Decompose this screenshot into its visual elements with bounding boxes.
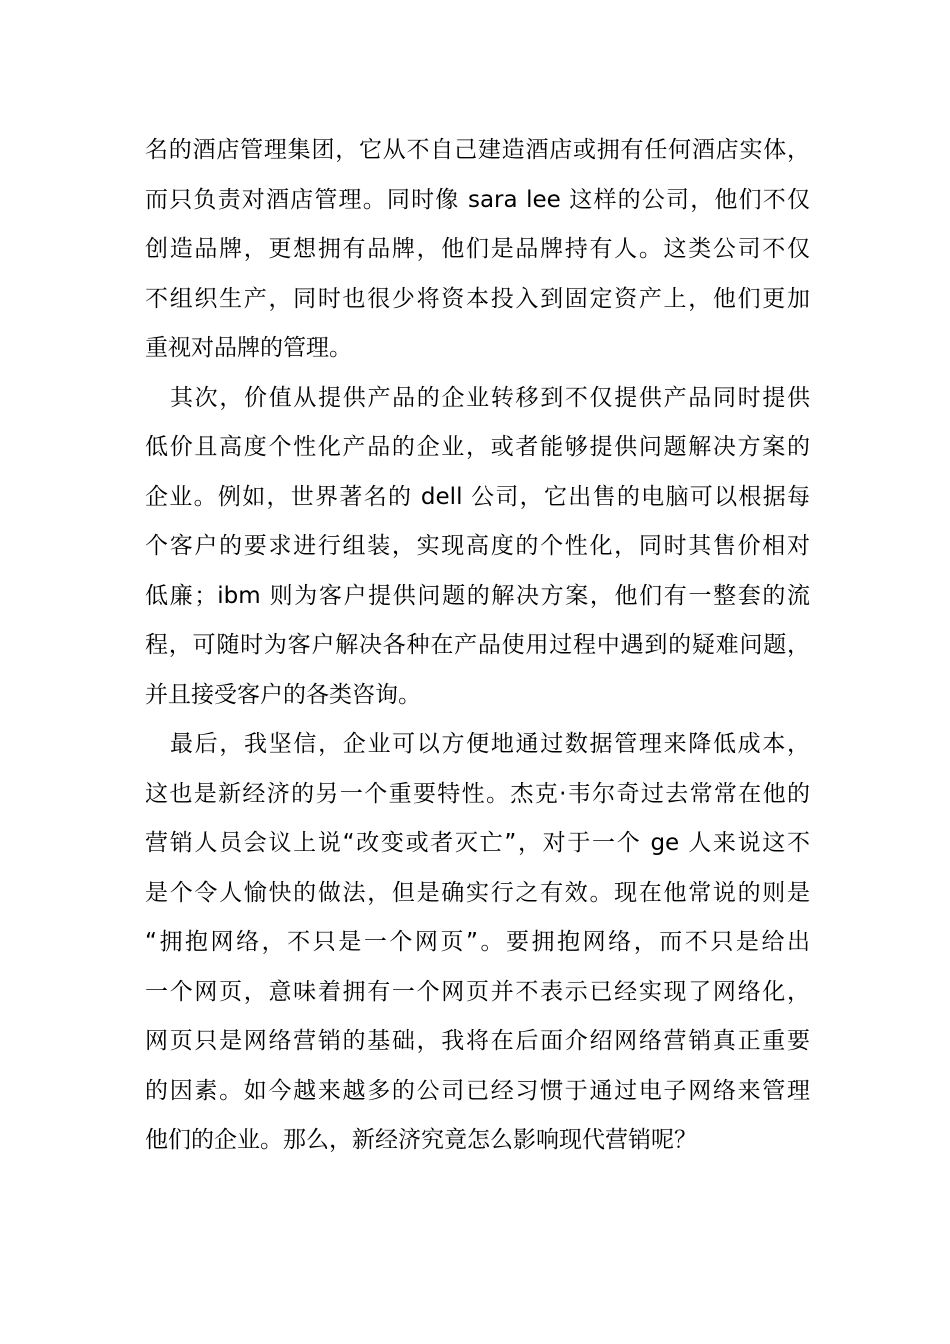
text-line: 程，可随时为客户解决各种在产品使用过程中遇到的疑难问题，	[145, 632, 810, 658]
text-line: 重视对品牌的管理。	[145, 335, 352, 361]
text-line: 企业。例如，世界著名的 dell 公司，它出售的电脑可以根据每	[145, 483, 810, 510]
paragraph-3	[145, 720, 810, 1166]
text-line: 网页只是网络营销的基础，我将在后面介绍网络营销真正重要	[145, 1028, 810, 1054]
text-line: 不组织生产，同时也很少将资本投入到固定资产上，他们更加	[145, 285, 810, 312]
text-line: 最后，我坚信，企业可以方便地通过数据管理来降低成本，	[170, 731, 810, 757]
text-line: 名的酒店管理集团，它从不自己建造酒店或拥有任何酒店实体，	[145, 137, 810, 163]
text-line: 一个网页，意味着拥有一个网页并不表示已经实现了网络化，	[145, 978, 810, 1005]
text-line: 是个令人愉快的做法，但是确实行之有效。现在他常说的则是	[145, 879, 810, 906]
text-line: 他们的企业。那么，新经济究竟怎么影响现代营销呢？	[145, 1127, 697, 1153]
text-line: 个客户的要求进行组装，实现高度的个性化，同时其售价相对	[145, 533, 810, 559]
text-line: “拥抱网络，不只是一个网页”。要拥抱网络，而不只是给出	[145, 929, 810, 955]
text-line: 而只负责对酒店管理。同时像 sara lee 这样的公司，他们不仅	[145, 186, 810, 213]
text-line: 低价且高度个性化产品的企业，或者能够提供问题解决方案的	[145, 434, 810, 460]
text-line: 的因素。如今越来越多的公司已经习惯于通过电子网络来管理	[145, 1077, 810, 1104]
text-line: 其次，价值从提供产品的企业转移到不仅提供产品同时提供	[170, 384, 810, 411]
body-text	[145, 126, 810, 1166]
paragraph-1	[145, 126, 810, 374]
text-line: 并且接受客户的各类咨询。	[145, 681, 421, 708]
text-line: 这也是新经济的另一个重要特性。杰克·韦尔奇过去常常在他的	[145, 780, 810, 807]
text-line: 创造品牌，更想拥有品牌，他们是品牌持有人。这类公司不仅	[145, 236, 810, 262]
text-line: 营销人员会议上说“改变或者灭亡”，对于一个 ge 人来说这不	[145, 830, 810, 856]
text-line: 低廉；ibm 则为客户提供问题的解决方案，他们有一整套的流	[145, 582, 810, 609]
paragraph-2	[145, 374, 810, 721]
